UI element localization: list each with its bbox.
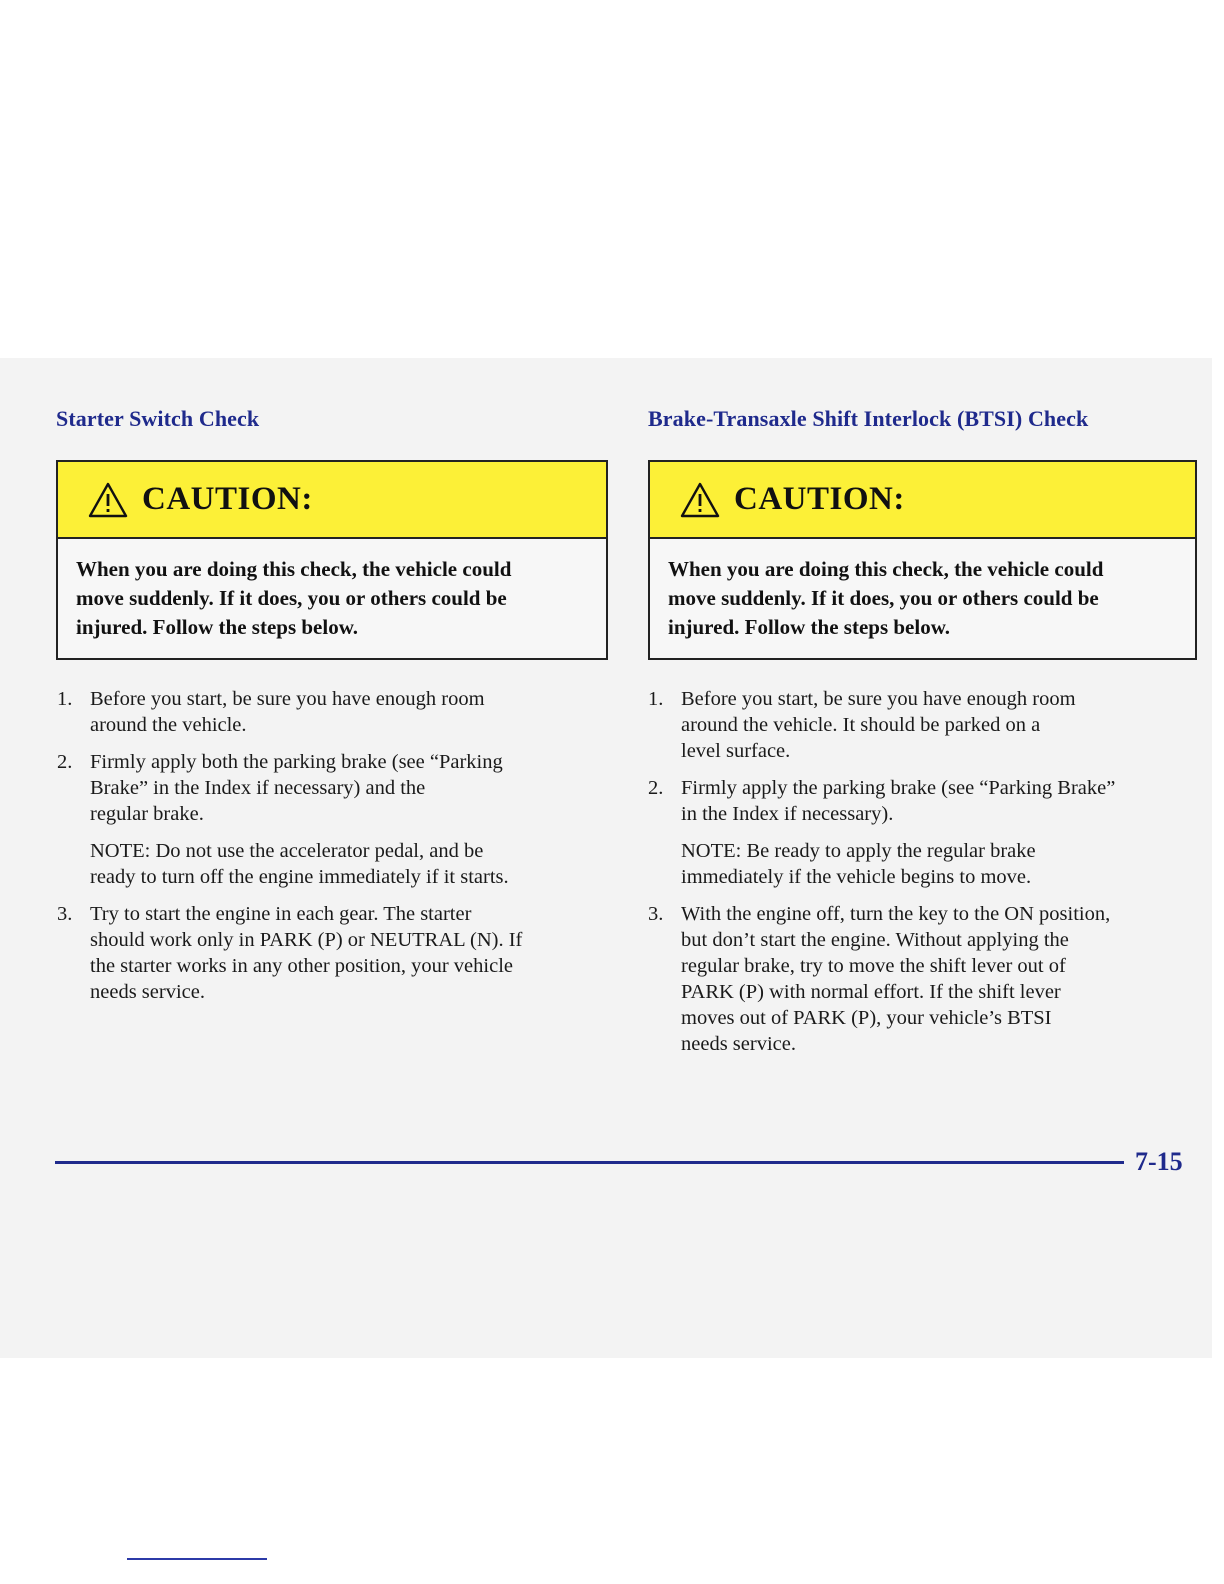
- step-line: regular brake, try to move the shift lever out of: [681, 955, 1066, 977]
- caution-box-left: [56, 460, 608, 660]
- caution-line: move suddenly. If it does, you or others could be: [668, 586, 1099, 610]
- step-line: With the engine off, turn the key to the ON position,: [681, 903, 1111, 925]
- caution-header: [58, 462, 606, 539]
- step-item: [57, 686, 617, 738]
- note-line: immediately if the vehicle begins to move.: [681, 866, 1032, 888]
- step-line: Before you start, be sure you have enough room: [681, 688, 1076, 710]
- caution-line: injured. Follow the steps below.: [76, 615, 358, 639]
- step-item: [57, 901, 617, 1005]
- step-number: 2.: [648, 777, 664, 799]
- caution-line: injured. Follow the steps below.: [668, 615, 950, 639]
- footer-rule: [55, 1161, 1124, 1164]
- step-line: PARK (P) with normal effort. If the shift lever: [681, 981, 1061, 1003]
- step-line: in the Index if necessary).: [681, 803, 894, 825]
- step-item: [648, 775, 1208, 827]
- steps-list-left: [57, 686, 617, 1016]
- step-line: should work only in PARK (P) or NEUTRAL (N). If: [90, 929, 523, 951]
- note-line: ready to turn off the engine immediately if it starts.: [90, 866, 509, 888]
- step-line: Before you start, be sure you have enough room: [90, 688, 485, 710]
- step-line: Firmly apply both the parking brake (see “Parking: [90, 751, 503, 773]
- page-number: 7-15: [1135, 1147, 1183, 1176]
- note-block: [648, 838, 1208, 890]
- section-title-btsi: Brake-Transaxle Shift Interlock (BTSI) Check: [648, 406, 1089, 431]
- caution-line: When you are doing this check, the vehicle could: [668, 557, 1104, 581]
- step-number: 3.: [57, 903, 73, 925]
- step-line: needs service.: [90, 981, 205, 1003]
- note-line: NOTE: Do not use the accelerator pedal, and be: [90, 840, 484, 862]
- caution-header: [650, 462, 1195, 539]
- step-line: the starter works in any other position, your vehicle: [90, 955, 513, 977]
- note-block: [57, 838, 617, 890]
- step-number: 1.: [57, 688, 73, 710]
- bottom-divider: [127, 1558, 267, 1560]
- section-title-starter-switch: Starter Switch Check: [56, 406, 260, 431]
- warning-triangle-icon: [680, 482, 720, 518]
- step-item: [57, 749, 617, 827]
- step-line: Try to start the engine in each gear. The starter: [90, 903, 472, 925]
- caution-heading: CAUTION:: [734, 481, 905, 517]
- step-line: level surface.: [681, 740, 791, 762]
- steps-list-right: [648, 686, 1208, 1068]
- step-item: [648, 901, 1208, 1057]
- step-line: Firmly apply the parking brake (see “Parking Brake”: [681, 777, 1116, 799]
- step-number: 1.: [648, 688, 664, 710]
- step-line: moves out of PARK (P), your vehicle’s BTSI: [681, 1007, 1052, 1029]
- warning-triangle-icon: [88, 482, 128, 518]
- step-line: regular brake.: [90, 803, 204, 825]
- step-line: around the vehicle.: [90, 714, 247, 736]
- step-line: around the vehicle. It should be parked on a: [681, 714, 1041, 736]
- caution-text: [650, 539, 1195, 642]
- caution-text: [58, 539, 606, 642]
- caution-line: When you are doing this check, the vehicle could: [76, 557, 512, 581]
- caution-box-right: [648, 460, 1197, 660]
- step-line: but don’t start the engine. Without applying the: [681, 929, 1069, 951]
- step-number: 3.: [648, 903, 664, 925]
- step-item: [648, 686, 1208, 764]
- caution-line: move suddenly. If it does, you or others could be: [76, 586, 507, 610]
- caution-heading: CAUTION:: [142, 481, 313, 517]
- step-number: 2.: [57, 751, 73, 773]
- step-line: needs service.: [681, 1033, 796, 1055]
- note-line: NOTE: Be ready to apply the regular brake: [681, 840, 1036, 862]
- step-line: Brake” in the Index if necessary) and the: [90, 777, 426, 799]
